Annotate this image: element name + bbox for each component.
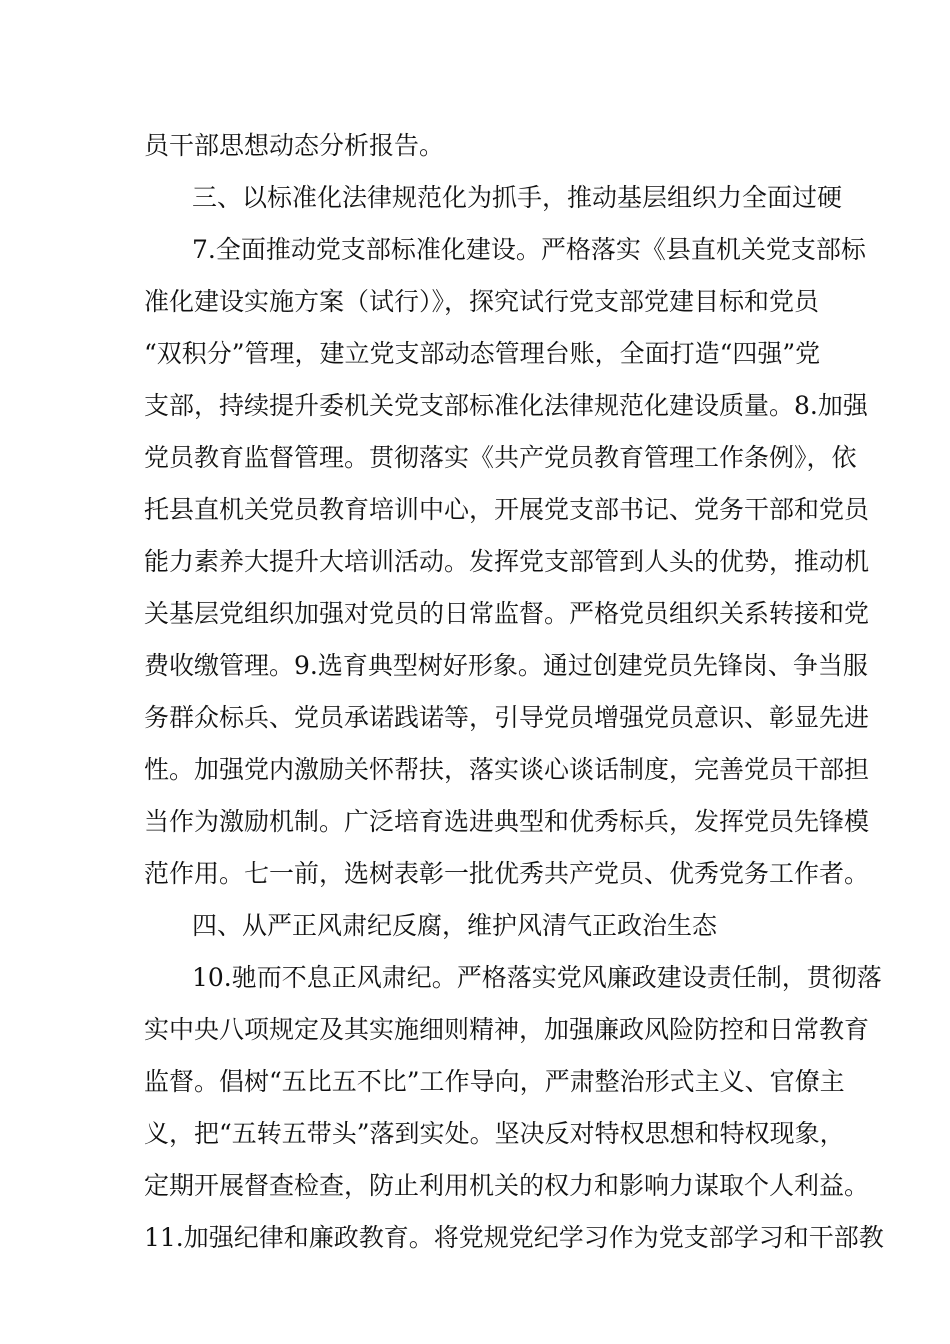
text-line: 实中央八项规定及其实施细则精神，加强廉政风险防控和日常教育 <box>144 1015 870 1044</box>
text-line: 范作用。七一前，选树表彰一批优秀共产党员、优秀党务工作者。 <box>144 859 870 888</box>
text-line: 支部，持续提升委机关党支部标准化法律规范化建设质量。8.加强 <box>144 391 868 420</box>
text-line: 11.加强纪律和廉政教育。将党规党纪学习作为党支部学习和干部教 <box>144 1223 884 1252</box>
text-line: 员干部思想动态分析报告。 <box>144 131 445 160</box>
paragraph-start: 7.全面推动党支部标准化建设。严格落实《县直机关党支部标 <box>192 235 866 264</box>
text-line: 准化建设实施方案（试行）》，探究试行党支部党建目标和党员 <box>144 287 820 316</box>
text-line: 务群众标兵、党员承诺践诺等，引导党员增强党员意识、彰显先进 <box>144 703 870 732</box>
section-heading: 三、以标准化法律规范化为抓手，推动基层组织力全面过硬 <box>192 183 843 212</box>
text-line: 义，把“五转五带头”落到实处。坚决反对特权思想和特权现象， <box>144 1119 845 1148</box>
section-heading: 四、从严正风肃纪反腐，维护风清气正政治生态 <box>192 911 718 940</box>
text-line: 监督。倡树“五比五不比”工作导向，严肃整治形式主义、官僚主 <box>144 1067 845 1096</box>
text-line: 关基层党组织加强对党员的日常监督。严格党员组织关系转接和党 <box>144 599 870 628</box>
text-line: “双积分”管理，建立党支部动态管理台账，全面打造“四强”党 <box>144 339 821 368</box>
text-line: 性。加强党内激励关怀帮扶，落实谈心谈话制度，完善党员干部担 <box>144 755 870 784</box>
text-line: 托县直机关党员教育培训中心，开展党支部书记、党务干部和党员 <box>144 495 870 524</box>
text-line: 能力素养大提升大培训活动。发挥党支部管到人头的优势，推动机 <box>144 547 870 576</box>
text-line: 党员教育监督管理。贯彻落实《共产党员教育管理工作条例》，依 <box>144 443 857 472</box>
text-line: 当作为激励机制。广泛培育选进典型和优秀标兵，发挥党员先锋模 <box>144 807 870 836</box>
paragraph-start: 10.驰而不息正风肃纪。严格落实党风廉政建设责任制，贯彻落 <box>192 963 882 992</box>
text-line: 费收缴管理。9.选育典型树好形象。通过创建党员先锋岗、争当服 <box>144 651 868 680</box>
text-line: 定期开展督查检查，防止利用机关的权力和影响力谋取个人利益。 <box>144 1171 870 1200</box>
